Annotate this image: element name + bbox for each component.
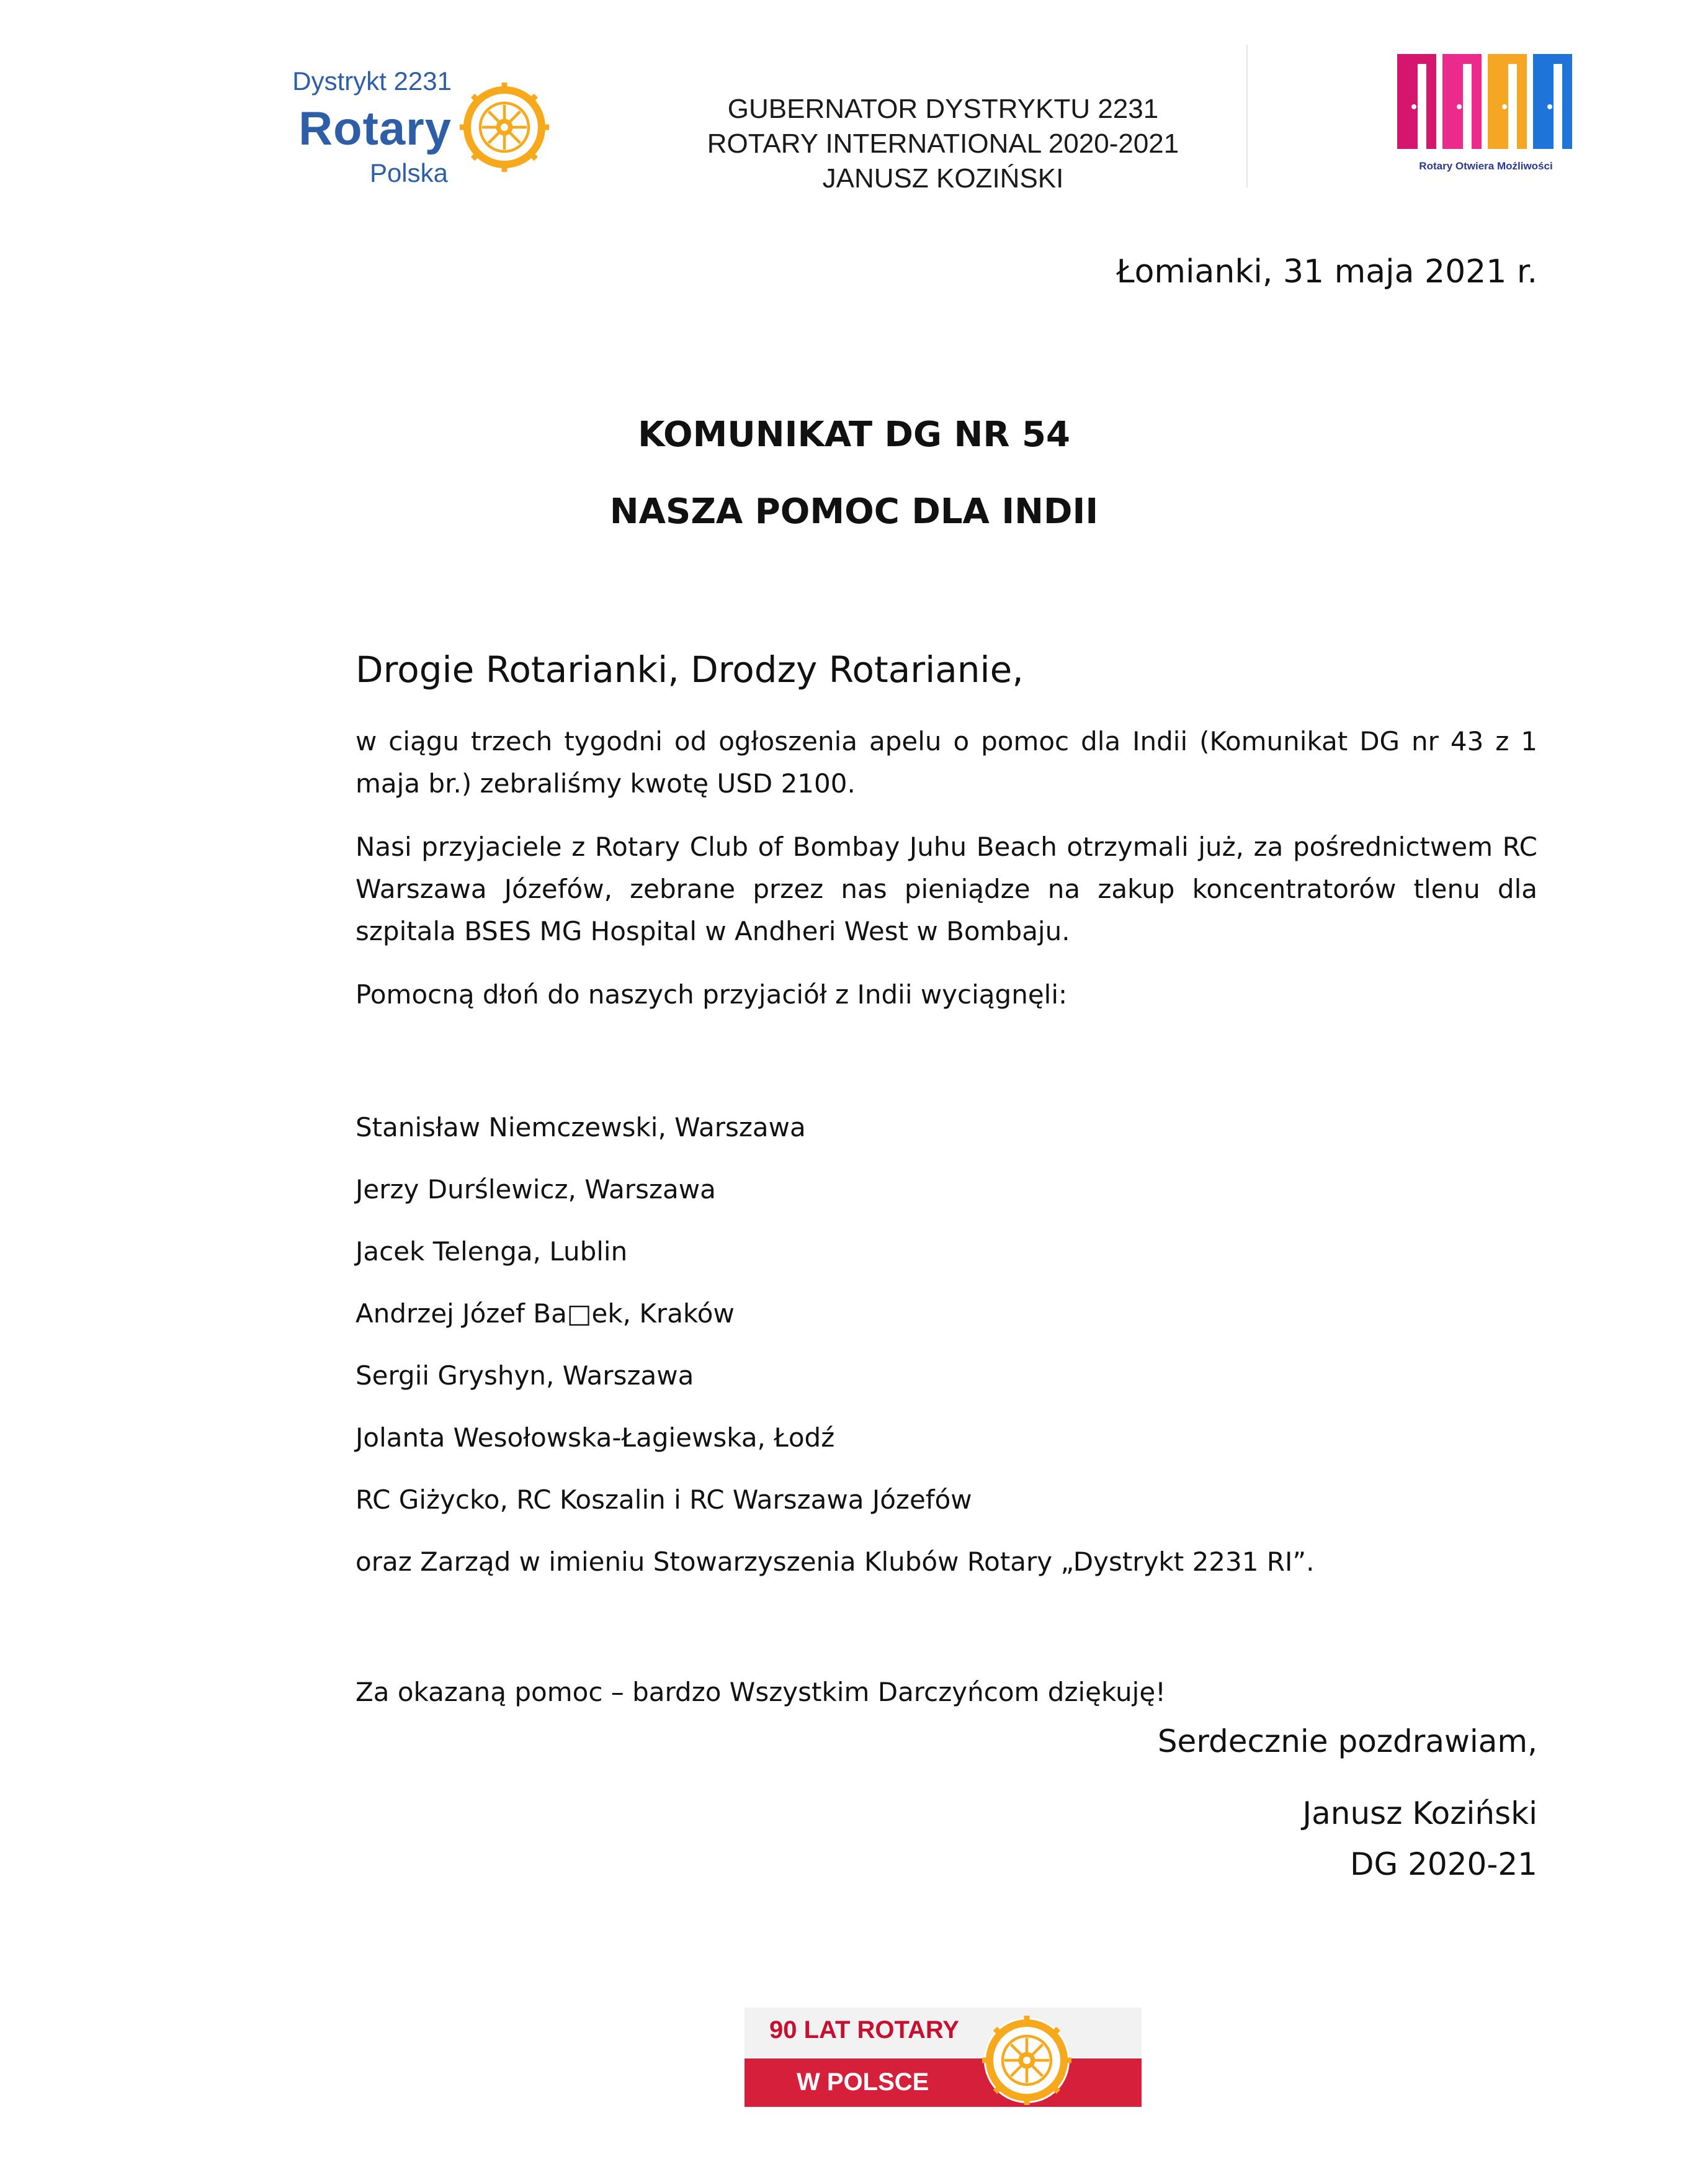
rotary-district-logo [272, 67, 551, 191]
badge-line-1: 90 LAT ROTARY [769, 2016, 959, 2044]
letter-body [355, 649, 1537, 1736]
communique-number-title: KOMUNIKAT DG NR 54 [638, 415, 1070, 455]
list-item: RC Giżycko, RC Koszalin i RC Warszawa Józefów [355, 1484, 972, 1515]
logo-slogan: Rotary Otwiera Możliwości [1419, 160, 1553, 172]
signatory-name: Janusz Koziński [1302, 1795, 1537, 1831]
governor-header [558, 92, 1328, 196]
header-line-governor: GUBERNATOR DYSTRYKTU 2231 [727, 94, 1159, 124]
header-divider [1246, 45, 1248, 187]
rotary-wheel-icon [458, 81, 551, 174]
letter-date: Łomianki, 31 maja 2021 r. [1116, 253, 1537, 290]
rotary-opens-opportunities-logo [1384, 50, 1588, 199]
badge-line-2: W POLSCE [797, 2068, 929, 2096]
salutation: Drogie Rotarianki, Drodzy Rotarianie, [355, 649, 1024, 691]
signatory-role: DG 2020-21 [1349, 1846, 1537, 1882]
list-item: Jolanta Wesołowska-Łagiewska, Łodź [355, 1422, 835, 1453]
donor-list [355, 1109, 1537, 1581]
thanks-line: Za okazaną pomoc – bardzo Wszystkim Darczyńcom dziękuję! [355, 1677, 1166, 1707]
anniversary-badge [744, 2008, 1142, 2119]
logo-rotary-text: Rotary [298, 102, 452, 155]
communique-subject-title: NASZA POMOC DLA INDII [609, 492, 1099, 532]
list-item: Jacek Telenga, Lublin [355, 1236, 628, 1267]
logo-district-text: Dystrykt 2231 [292, 66, 452, 96]
closing-greeting: Serdecznie pozdrawiam, [1157, 1723, 1537, 1759]
list-item: Sergii Gryshyn, Warszawa [355, 1360, 694, 1391]
paragraph-fundraising: w ciągu trzech tygodni od ogłoszenia apelu o pomoc dla Indii (Komunikat DG nr 43 z 1 maja br.) zebraliśmy kwotę USD 2100. [355, 726, 1537, 799]
doors-icon [1393, 50, 1579, 155]
paragraph-donors-intro: Pomocną dłoń do naszych przyjaciół z Indii wyciągnęli: [355, 979, 1068, 1010]
rotary-wheel-icon [980, 2014, 1073, 2107]
list-item: oraz Zarząd w imieniu Stowarzyszenia Klubów Rotary „Dystrykt 2231 RI”. [355, 1546, 1315, 1577]
list-item: Stanisław Niemczewski, Warszawa [355, 1112, 806, 1142]
logo-country-text: Polska [369, 158, 448, 187]
list-item: Andrzej Józef Ba□ek, Kraków [355, 1298, 735, 1329]
header-line-ri: ROTARY INTERNATIONAL 2020-2021 [707, 128, 1179, 159]
list-item: Jerzy Durślewicz, Warszawa [355, 1174, 716, 1205]
paragraph-transfer: Nasi przyjaciele z Rotary Club of Bombay Juhu Beach otrzymali już, za pośrednictwem RC Warszawa Józefów, zebrane przez nas pieniądze na zakup koncentratorów tlenu dla szpitala BSES MG Hospital w Andheri West w Bombaju. [355, 832, 1537, 946]
header-line-name: JANUSZ KOZIŃSKI [822, 163, 1064, 194]
